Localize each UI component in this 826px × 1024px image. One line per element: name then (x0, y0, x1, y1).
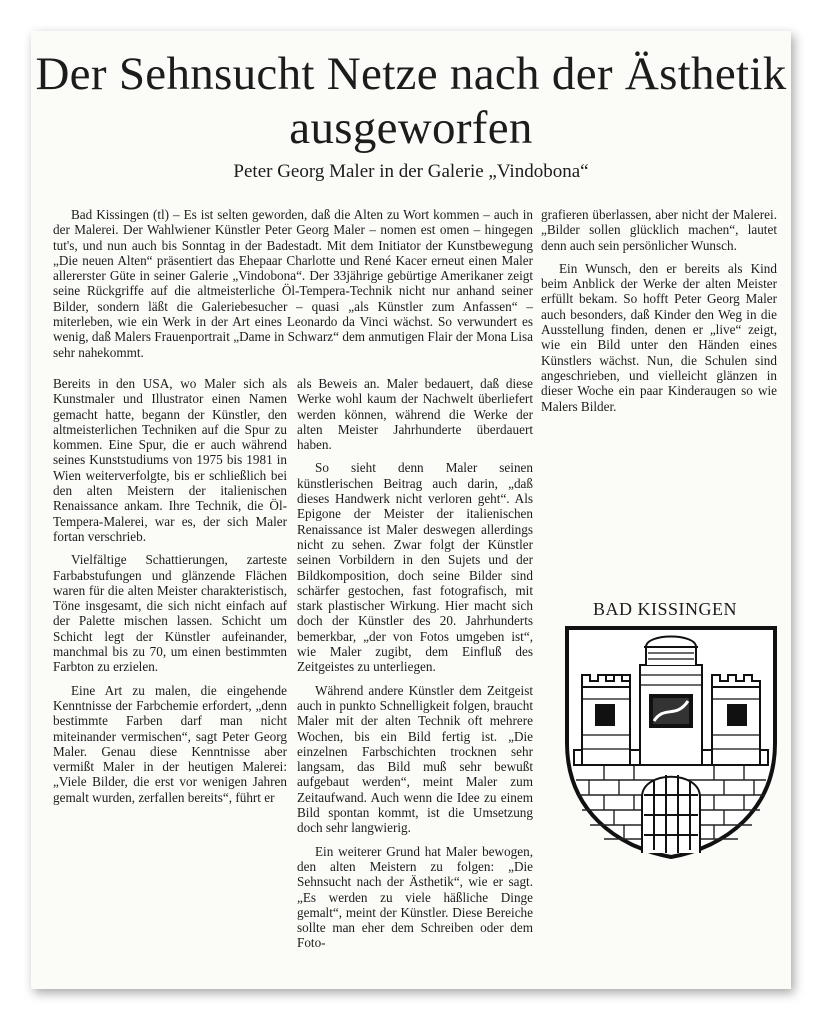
article-column-1 (53, 376, 287, 813)
paragraph: So sieht denn Maler seinen künstlerischen Beitrag auch darin, „daß dieses Handwerk nicht verloren geht“. Als Epigone der Meister der italienischen Renaissance ist Maler deswegen allerdings nicht zu sehen. Zwar folgt der Künstler seinen Vorbildern in den Sujets und der Bildkomposition, doch seine Bilder sind schärfer gestochen, fast fotografisch, mit stark plastischer Wirkung. Hier macht sich doch der Künstler des 20. Jahrhunderts bemerkbar, „der von Fotos umgeben ist“, wie Maler zugibt, dem Einfluß des Zeitgeistes zu unterliegen. (297, 460, 533, 675)
paragraph: Während andere Künstler dem Zeitgeist auch in punkto Schnelligkeit folgen, braucht Maler mit der alten Technik oft mehrere Wochen, bis ein Bild fertig ist. „Die einzelnen Farbschichten trocknen sehr langsam, das Bild muß sehr bewußt aufgebaut werden“, meint Maler zum Zeitaufwand. Auch wenn die Idee zu einem Bild spontan kommt, ist die Umsetzung doch sehr langwierig. (297, 682, 533, 836)
coat-of-arms-icon (564, 625, 778, 859)
paragraph: grafieren überlassen, aber nicht der Malerei. „Bilder sollen glücklich machen“, lautet denn auch sein persönlicher Wunsch. (541, 207, 777, 253)
paragraph: Eine Art zu malen, die eingehende Kenntnisse der Farbchemie erfordert, „denn bestimmte Farben darf man nicht miteinander vermischen“, sagt Peter Georg Maler. Genau diese Kenntnisse aber vermißt Maler in der heutigen Malerei: „Viele Bilder, die erst vor wenigen Jahren gemalt wurden, zerfallen bereits“, führt er (53, 682, 287, 805)
paragraph: als Beweis an. Maler bedauert, daß diese Werke wohl kaum der Nachwelt überliefert werden können, während die Werke der alten Meister Jahrhunderte überdauert haben. (297, 376, 533, 453)
paragraph: Ein weiterer Grund hat Maler bewogen, den alten Meistern zu folgen: „Die Sehnsucht nach der Ästhetik“, wie er sagt. „Es werden zu viele häßliche Dinge gemalt“, meint der Künstler. Diese Bereiche sollte man eher dem Schreiben oder dem Foto- (297, 843, 533, 951)
paragraph: Ein Wunsch, den er bereits als Kind beim Anblick der Werke der alten Meister erfüllt bekam. So hofft Peter Georg Maler auch besonders, daß Kinder den Weg in die Ausstellung finden, denen er „live“ zeigt, wie ein Bild unter den Händen eines Künstlers wächst. Nun, die Schulen sind angeschrieben, und vielleicht glänzen in dieser Woche ein paar Kinderaugen so wie Malers Bilder. (541, 260, 777, 414)
intro-paragraph: Bad Kissingen (tl) – Es ist selten geworden, daß die Alten zu Wort kommen – auch in der Malerei. Der Wahlwiener Künstler Peter Georg Maler – nomen est omen – hingegen tut's, und nun auch bis Sonntag in der Badestadt. Mit dem Initiator der Kunstbewegung „Die neuen Alten“ präsentiert das Ehepaar Charlotte und René Kacer erneut einen Maler allererster Güte in seiner Galerie „Vindobona“. Der 33jährige gebürtige Amerikaner zeigt seine Rückgriffe auf die altmeisterliche Öl-Tempera-Technik nicht nur anhand seiner Bilder, sondern läßt die Galeriebesucher – quasi „als Künstler zum Anfassen“ – miterleben, wie ein Werk in der Art eines Leonardo da Vinci wächst. So verwundert es wenig, daß Malers Frauenportrait „Dame in Schwarz“ dem anmutigen Flair der Mona Lisa sehr nahekommt. (53, 207, 533, 360)
paragraph: Bereits in den USA, wo Maler sich als Kunstmaler und Illustrator einen Namen gemacht hatte, begann der Künstler, den altmeisterlichen Techniken auf die Spur zu kommen. Eine Spur, die er auch während seines Kunststudiums von 1975 bis 1981 in Wien weiterverfolgte, bis er schließlich bei den alten Meistern der italienischen Renaissance ankam. Ihre Technik, die Öl-Tempera-Malerei, war es, der sich Maler fortan verschrieb. (53, 376, 287, 544)
paragraph: Vielfältige Schattierungen, zarteste Farbabstufungen und glänzende Flächen waren für die alten Meister charakteristisch, Töne insgesamt, die sich nicht einfach auf der Palette mischen lassen. Schicht um Schicht legt der Künstler aufeinander, manchmal bis zu 70, um einen bestimmten Farbton zu erzielen. (53, 552, 287, 675)
article-column-2 (297, 376, 533, 959)
article-intro (53, 207, 533, 368)
headline: Der Sehnsucht Netze nach der Ästhetik ausgeworfen (35, 48, 787, 154)
subheadline: Peter Georg Maler in der Galerie „Vindobona“ (233, 161, 589, 182)
coat-of-arms-title: BAD KISSINGEN (592, 599, 737, 619)
newspaper-clipping (31, 31, 791, 989)
article-column-3 (541, 207, 777, 422)
